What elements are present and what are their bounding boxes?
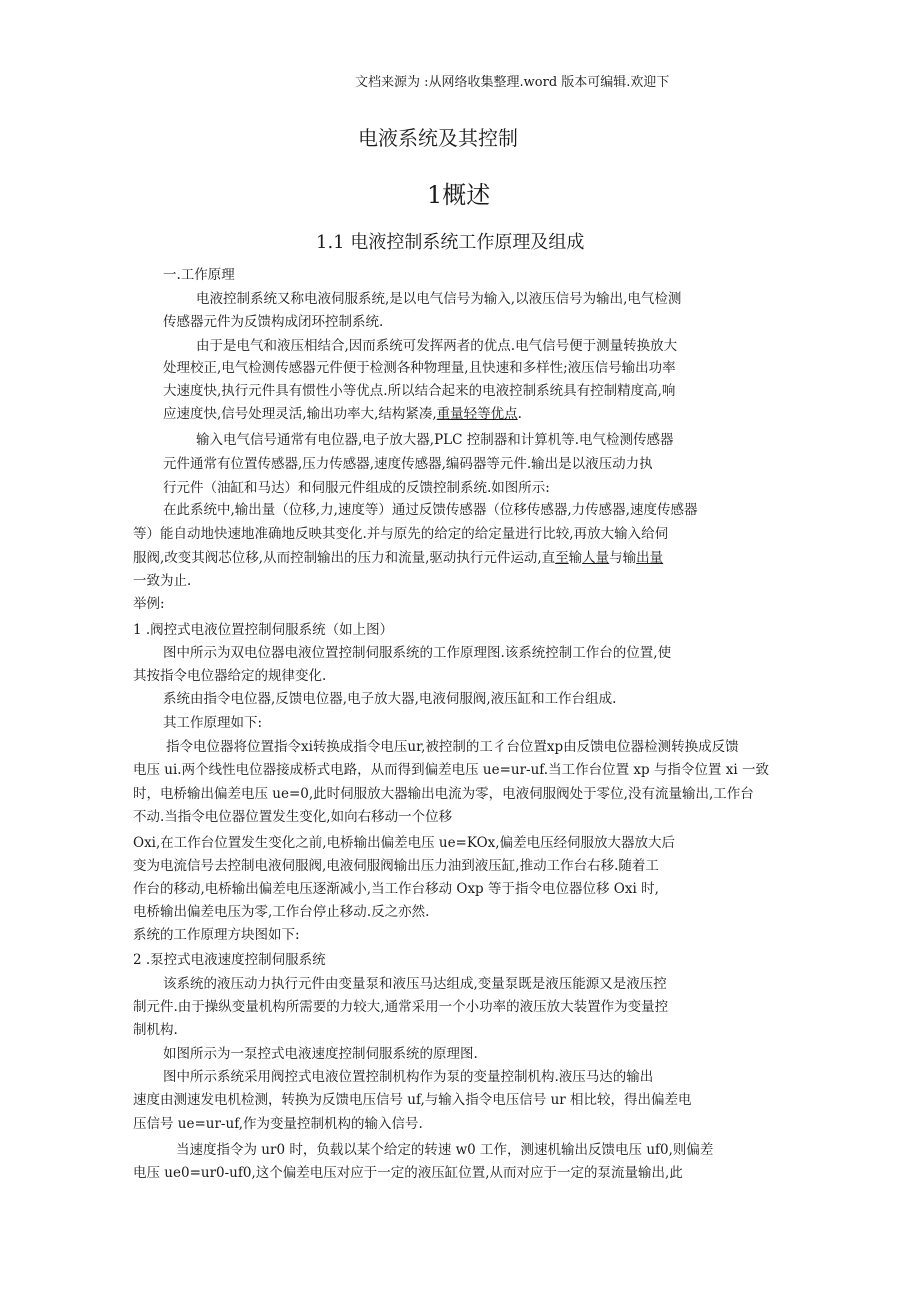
subheading: 一.工作原理 (163, 267, 235, 283)
paragraph-line: 电压 ue0=ur0-uf0,这个偏差电压对应于一定的液压缸位置,从而对应于一定的泵流量输出,此 (133, 1165, 683, 1181)
paragraph-line: 压信号 ue=ur-uf,作为变量控制机构的输入信号. (133, 1116, 423, 1132)
paragraph-line: 大速度快,执行元件具有惯性小等优点.所以结合起来的电液控制系统具有控制精度高,响 (163, 383, 676, 399)
paragraph-line: 行元件（油缸和马达）和伺服元件组成的反馈控制系统.如图所示: (163, 480, 550, 496)
list-item-heading: 1 .阀控式电液位置控制伺服系统（如上图） (133, 622, 394, 638)
paragraph-line: 传感器元件为反馈构成闭环控制系统. (163, 314, 384, 330)
paragraph-line: 其工作原理如下: (163, 715, 263, 731)
paragraph-line: 当速度指令为 ur0 时，负载以某个给定的转速 w0 工作，测速机输出反馈电压 uf0,则偏差 (176, 1142, 714, 1158)
paragraph-line: 服阀,改变其阀芯位移,从而控制输出的压力和流量,驱动执行元件运动,直至输人量与输出量 (133, 550, 664, 566)
document-title: 电液系统及其控制 (358, 126, 518, 150)
paragraph-line: 一致为止. (133, 573, 192, 589)
paragraph-line: 由于是电气和液压相结合,因而系统可发挥两者的优点.电气信号便于测量转换放大 (196, 338, 678, 354)
paragraph-line: 处理校正,电气检测传感器元件便于检测各种物理量,且快速和多样性;液压信号输出功率 (163, 360, 676, 376)
section-heading: 1.1 电液控制系统工作原理及组成 (316, 232, 585, 253)
list-item-heading: 2 .泵控式电液速度控制伺服系统 (133, 952, 326, 968)
paragraph-line: 如图所示为一泵控式电液速度控制伺服系统的原理图. (163, 1046, 478, 1062)
chapter-heading: 1概述 (427, 181, 491, 209)
paragraph-line: 应速度快,信号处理灵活,输出功率大,结构紧凑,重量轻等优点. (163, 406, 522, 422)
paragraph-line: 输入电气信号通常有电位器,电子放大器,PLC 控制器和计算机等.电气检测传感器 (196, 432, 674, 448)
paragraph-line: 元件通常有位置传感器,压力传感器,速度传感器,编码器等元件.输出是以液压动力执 (163, 456, 653, 472)
paragraph-line: 指令电位器将位置指令xi转换成指令电压ur,被控制的工彳台位置xp由反馈电位器检测转换成反馈 (166, 739, 739, 755)
paragraph-line: 速度由测速发电机检测，转换为反馈电压信号 uf,与输入指令电压信号 ur 相比较，得出偏差电 (133, 1092, 692, 1108)
paragraph-line: 变为电流信号去控制电液伺服阀,电液伺服阀输出压力油到液压缸,推动工作台右移.随着工 (133, 858, 659, 874)
paragraph-line: 在此系统中,输出量（位移,力,速度等）通过反馈传感器（位移传感器,力传感器,速度传感器 (163, 502, 698, 518)
paragraph-line: 等）能自动地快速地准确地反映其变化.并与原先的给定的给定量进行比较,再放大输入给伺 (133, 526, 669, 542)
paragraph-line: 制机构. (133, 1022, 178, 1038)
paragraph-line: 该系统的液压动力执行元件由变量泵和液压马达组成,变量泵既是液压能源又是液压控 (163, 976, 667, 992)
paragraph-line: 系统的工作原理方块图如下: (133, 927, 300, 943)
paragraph-line: 电桥输出偏差电压为零,工作台停止移动.反之亦然. (133, 904, 430, 920)
page-header: 文档来源为 :从网络收集整理.word 版本可编辑.欢迎下 (355, 75, 670, 90)
paragraph-line: Oxi,在工作台位置发生变化之前,电桥输出偏差电压 ue=KOx,偏差电压经伺服放大器放大后 (133, 835, 676, 851)
paragraph-line: 作台的移动,电桥输出偏差电压逐渐减小,当工作台移动 Oxp 等于指令电位器位移 Oxi 时, (133, 881, 659, 897)
paragraph-line: 电液控制系统又称电液伺服系统,是以电气信号为输入,以液压信号为输出,电气检测 (196, 291, 682, 307)
paragraph-line: 制元件.由于操纵变量机构所需要的力较大,通常采用一个小功率的液压放大装置作为变量控 (133, 999, 669, 1015)
paragraph-line: 图中所示为双电位器电液位置控制伺服系统的工作原理图.该系统控制工作台的位置,使 (163, 645, 672, 661)
paragraph-line: 其按指令电位器给定的规律变化. (133, 668, 327, 684)
paragraph-line: 图中所示系统采用阀控式电液位置控制机构作为泵的变量控制机构.液压马达的输出 (163, 1069, 654, 1085)
example-label: 举例: (133, 596, 165, 612)
paragraph-line: 不动.当指令电位器位置发生变化,如向右移动一个位移 (133, 809, 453, 825)
paragraph-line: 时，电桥输出偏差电压 ue=0,此时伺服放大器输出电流为零，电液伺服阀处于零位,没有流量输出,工作台 (133, 786, 754, 802)
paragraph-line: 电压 ui.两个线性电位器接成桥式电路，从而得到偏差电压 ue=ur-uf.当工作台位置 xp 与指令位置 xi 一致 (133, 762, 769, 778)
paragraph-line: 系统由指令电位器,反馈电位器,电子放大器,电液伺服阀,液压缸和工作台组成. (163, 691, 617, 707)
